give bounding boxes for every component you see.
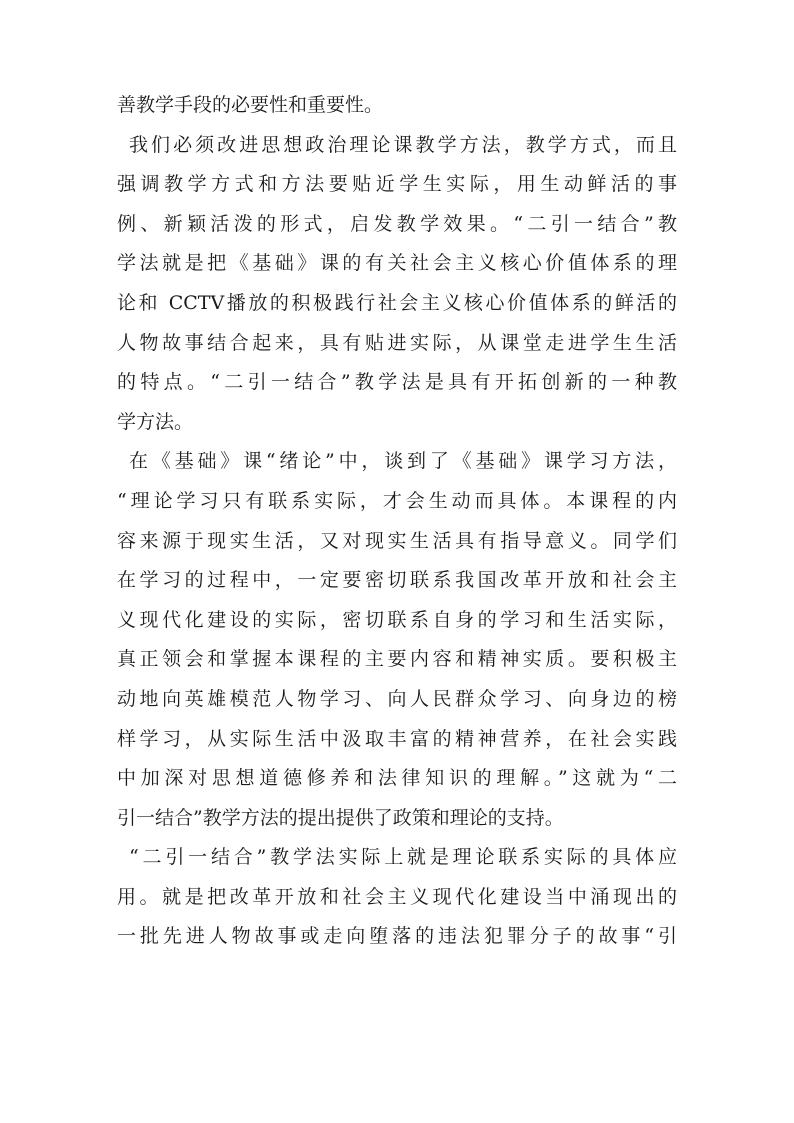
paragraph [117, 442, 677, 838]
text-line: 的特点。“二引一结合”教学法是具有开拓创新的一种教 [117, 371, 677, 394]
text-line: 义现代化建设的实际，密切联系自身的学习和生活实际， [117, 608, 677, 631]
text-line: 例、新颖活泼的形式，启发教学效果。“二引一结合”教 [117, 212, 677, 235]
document-page [117, 86, 677, 957]
text-line: 用。就是把改革开放和社会主义现代化建设当中涌现出的 [117, 885, 677, 908]
text-line: 在学习的过程中，一定要密切联系我国改革开放和社会主 [117, 569, 677, 592]
text-line: 真正领会和掌握本课程的主要内容和精神实质。要积极主 [117, 648, 677, 671]
text-line: 学法就是把《基础》课的有关社会主义核心价值体系的理 [117, 252, 677, 275]
text-line: 中加深对思想道德修养和法律知识的理解。”这就为“二 [117, 767, 677, 790]
text-line: 强调教学方式和方法要贴近学生实际，用生动鲜活的事 [117, 173, 677, 196]
text-line: 一批先进人物故事或走向堕落的违法犯罪分子的故事“引 [117, 925, 677, 948]
text-line: 学方法。 [117, 410, 194, 433]
text-line: 我们必须改进思想政治理论课教学方法，教学方式，而且 [129, 133, 677, 156]
paragraph [117, 126, 677, 443]
text-line: 人物故事结合起来，具有贴进实际，从课堂走进学生生活 [117, 331, 677, 354]
text-line: 善教学手段的必要性和重要性。 [117, 94, 384, 116]
text-line: 容来源于现实生活，又对现实生活具有指导意义。同学们 [117, 529, 677, 552]
paragraph [117, 86, 677, 126]
paragraph [117, 838, 677, 957]
text-line: 引一结合”教学方法的提出提供了政策和理论的支持。 [117, 806, 564, 829]
text-line: “理论学习只有联系实际，才会生动而具体。本课程的内 [117, 489, 677, 512]
text-line: 论和 CCTV播放的积极践行社会主义核心价值体系的鲜活的 [117, 291, 677, 314]
text-line: 样学习，从实际生活中汲取丰富的精神营养，在社会实践 [117, 727, 677, 750]
text-line: “二引一结合”教学法实际上就是理论联系实际的具体应 [129, 846, 677, 869]
text-line: 动地向英雄模范人物学习、向人民群众学习、向身边的榜 [117, 687, 677, 710]
text-line: 在《基础》课“绪论”中，谈到了《基础》课学习方法， [129, 450, 677, 473]
